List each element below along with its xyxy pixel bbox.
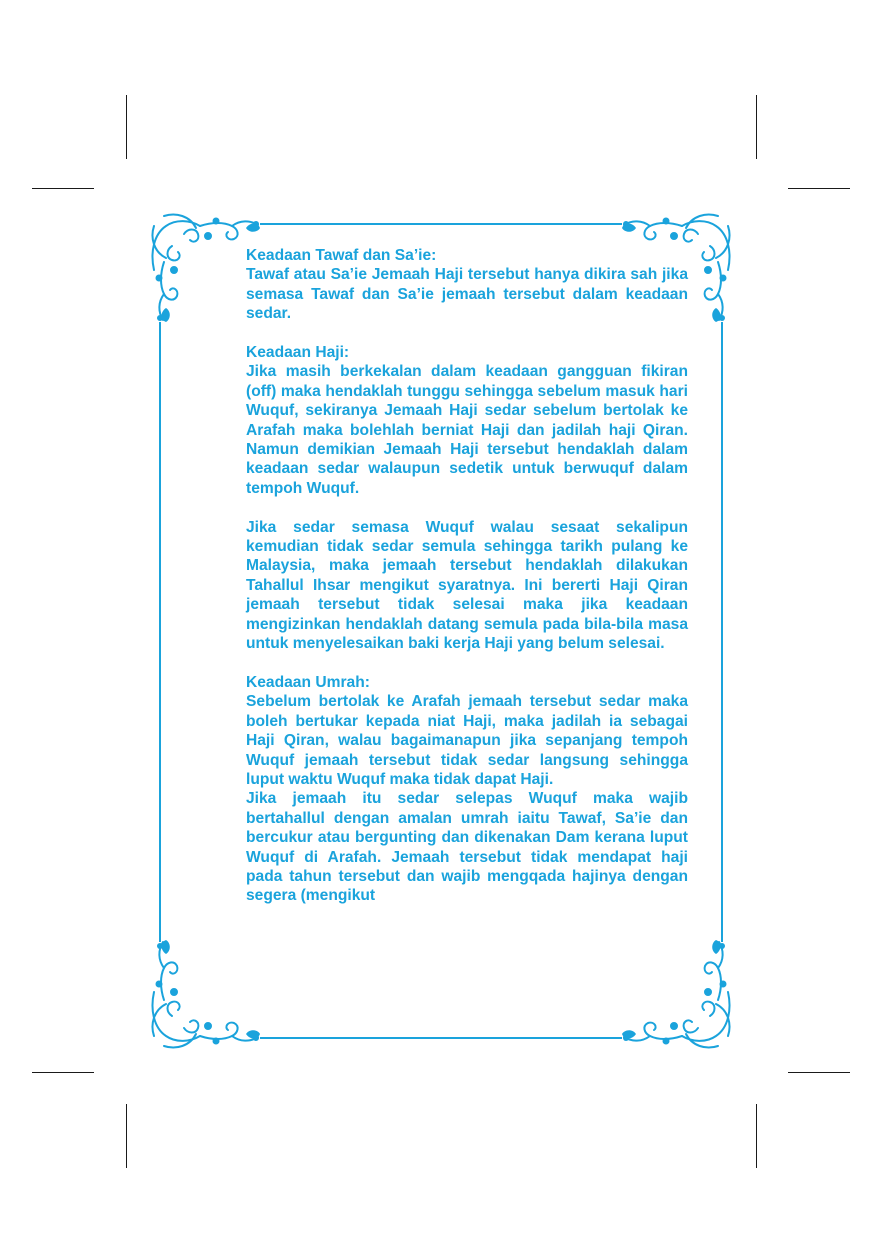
paragraph: Sebelum bertolak ke Arafah jemaah tersebut sedar maka boleh bertukar kepada niat Haji, maka jadilah ia sebagai Haji Qiran, walau bagaimanapun jika sepanjang tempoh Wuquf jemaah tersebut tidak sedar langsung sehingga luput waktu Wuquf maka tidak dapat Haji. [246, 693, 688, 788]
section-heading: Keadaan Tawaf dan Sa’ie: [246, 247, 437, 264]
paragraph: Jika masih berkekalan dalam keadaan gangguan fikiran (off) maka hendaklah tunggu sehingga sebelum masuk hari Wuquf, sekiranya Jemaah Haji sedar sebelum bertolak ke Arafah maka bolehlah berniat Haji dan jadilah haji Qiran. Namun demikian Jemaah Haji tersebut hendaklah dalam keadaan sedar walaupun sedetik untuk berwuquf dalam tempoh Wuquf. [246, 363, 688, 497]
paragraph: Tawaf atau Sa’ie Jemaah Haji tersebut hanya dikira sah jika semasa Tawaf dan Sa’ie jemaah tersebut dalam keadaan sedar. [246, 266, 688, 323]
section-haji [246, 343, 688, 498]
section-tawaf-saie [246, 246, 688, 324]
document-body [246, 246, 688, 925]
section-wuquf [246, 518, 688, 654]
paragraph: Jika jemaah itu sedar selepas Wuquf maka wajib bertahallul dengan amalan umrah iaitu Tawaf, Sa’ie dan bercukur atau bergunting dan dikenakan Dam kerana luput Wuquf di Arafah. Jemaah tersebut tidak mendapat haji pada tahun tersebut dan wajib mengqada hajinya dengan segera (mengikut [246, 790, 688, 905]
corner-ornament-top-left [153, 215, 261, 323]
section-heading: Keadaan Haji: [246, 344, 350, 362]
corner-ornament-bottom-left [153, 940, 261, 1048]
corner-ornament-bottom-right [622, 940, 730, 1048]
section-umrah [246, 673, 688, 906]
section-heading: Keadaan Umrah: [246, 673, 370, 691]
paragraph: Jika sedar semasa Wuquf walau sesaat sekalipun kemudian tidak sedar semula sehingga tarikh pulang ke Malaysia, maka jemaah tersebut hendaklah dilakukan Tahallul Ihsar mengikut syaratnya. Ini bererti Haji Qiran jemaah tersebut tidak selesai maka jika keadaan mengizinkan hendaklah datang semula pada bila-bila masa untuk menyelesaikan baki kerja Haji yang belum selesai. [246, 518, 688, 653]
